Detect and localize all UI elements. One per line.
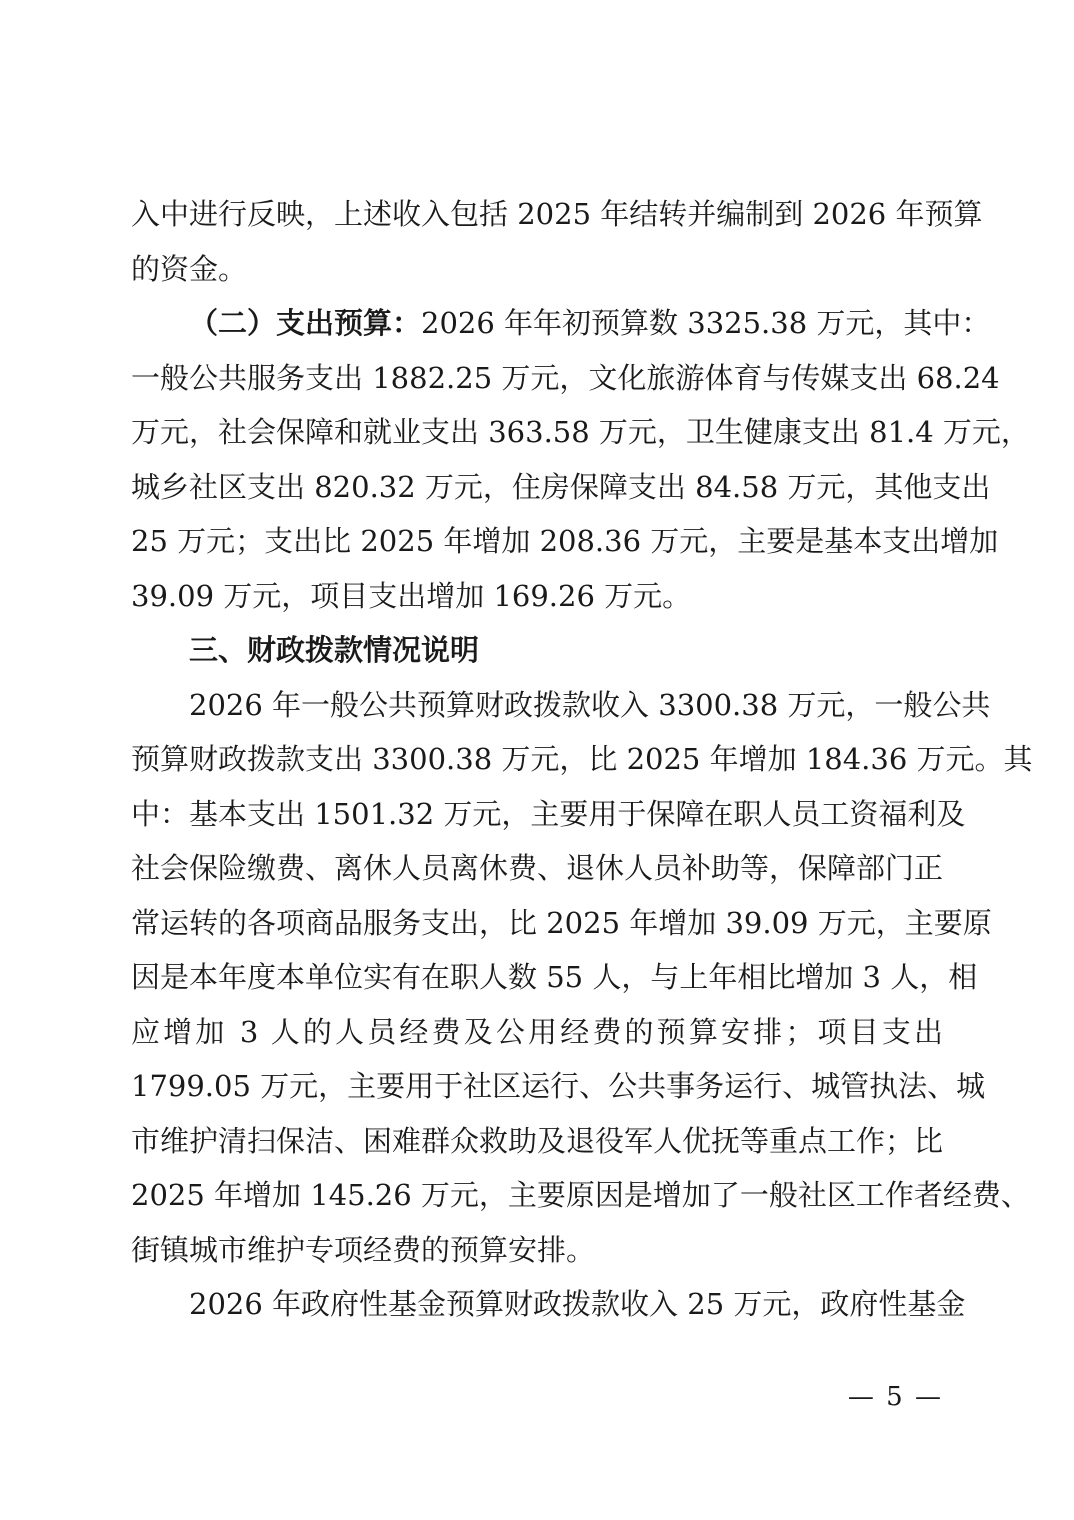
text-line: 25 万元；支出比 2025 年增加 208.36 万元，主要是基本支出增加 xyxy=(131,524,999,558)
text-line: 1799.05 万元，主要用于社区运行、公共事务运行、城管执法、城 xyxy=(131,1069,986,1103)
text-line: 常运转的各项商品服务支出，比 2025 年增加 39.09 万元，主要原 xyxy=(131,905,992,940)
section-heading: 三、财政拨款情况说明 xyxy=(189,633,480,667)
text-span: 2026 年年初预算数 3325.38 万元，其中： xyxy=(421,306,991,340)
page-number: — 5 — xyxy=(847,1382,943,1412)
text-line: 一般公共服务支出 1882.25 万元，文化旅游体育与传媒支出 68.24 xyxy=(131,360,1000,395)
text-line: 应增加 3 人的人员经费及公用经费的预算安排；项目支出 xyxy=(131,1014,943,1049)
body-text xyxy=(131,187,1033,1332)
text-line: 社会保险缴费、离休人员离休费、退休人员补助等，保障部门正 xyxy=(131,851,944,885)
text-line: 市维护清扫保洁、困难群众救助及退役军人优抚等重点工作；比 xyxy=(131,1123,944,1158)
text-line: 预算财政拨款支出 3300.38 万元，比 2025 年增加 184.36 万元。其 xyxy=(131,742,1033,776)
text-line xyxy=(131,296,991,351)
text-line: 入中进行反映，上述收入包括 2025 年结转并编制到 2026 年预算 xyxy=(131,197,983,231)
text-line: 2025 年增加 145.26 万元，主要原因是增加了一般社区工作者经费、 xyxy=(131,1178,1030,1212)
text-line: 因是本年度本单位实有在职人数 55 人，与上年相比增加 3 人，相 xyxy=(131,960,978,994)
text-line: 街镇城市维护专项经费的预算安排。 xyxy=(131,1232,596,1267)
text-line: 的资金。 xyxy=(131,251,248,286)
text-line: 2026 年一般公共预算财政拨款收入 3300.38 万元，一般公共 xyxy=(189,687,991,722)
text-line: 城乡社区支出 820.32 万元，住房保障支出 84.58 万元，其他支出 xyxy=(131,469,991,504)
subsection-heading: （二）支出预算： xyxy=(189,306,422,340)
text-line: 万元，社会保障和就业支出 363.58 万元，卫生健康支出 81.4 万元， xyxy=(131,415,1030,449)
text-line: 2026 年政府性基金预算财政拨款收入 25 万元，政府性基金 xyxy=(189,1287,966,1321)
text-line: 39.09 万元，项目支出增加 169.26 万元。 xyxy=(131,578,692,613)
text-line: 中：基本支出 1501.32 万元，主要用于保障在职人员工资福利及 xyxy=(131,796,966,831)
